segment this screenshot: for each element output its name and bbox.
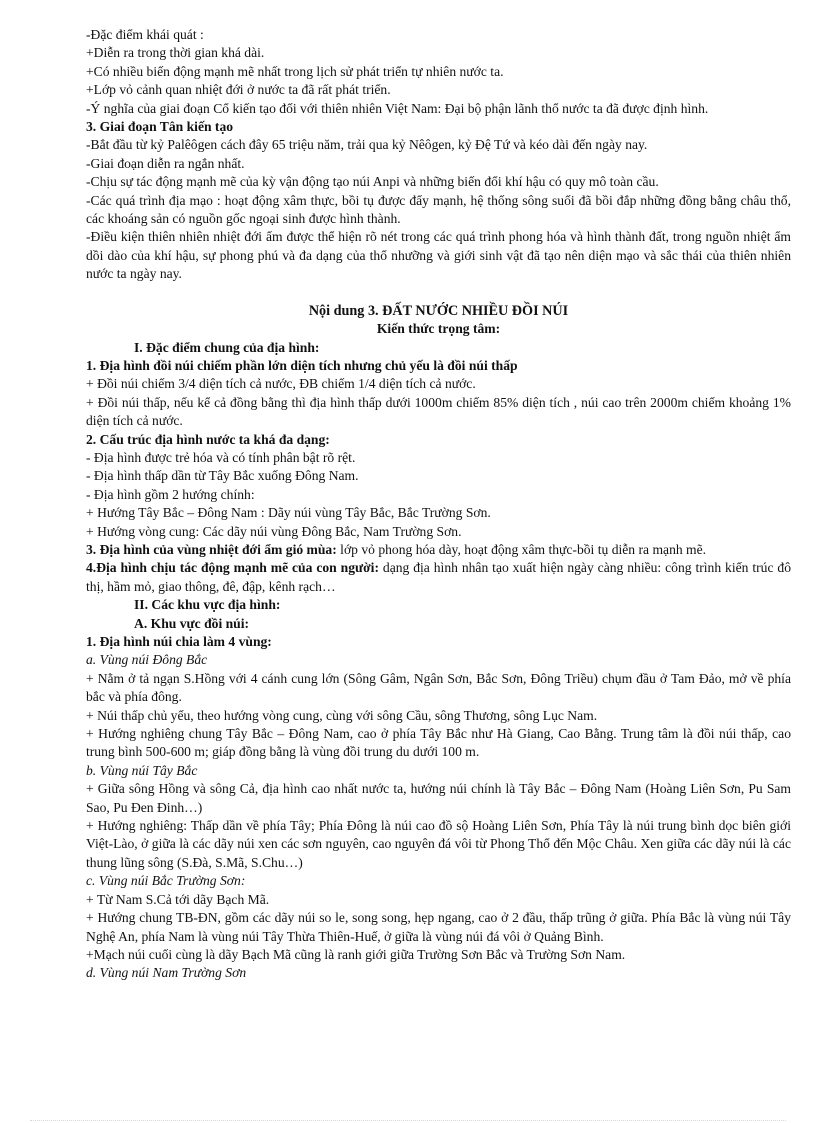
text-line: -Các quá trình địa mạo : hoạt động xâm thực, bồi tụ được đẩy mạnh, hệ thống sông suối đã bồi đắp những đồng bằng châu thổ, các khoáng sản có nguồn gốc ngoại sinh được hình thành. [86, 192, 791, 227]
text-line: -Giai đoạn diễn ra ngắn nhất. [86, 155, 245, 171]
page-title: Nội dung 3. ĐẤT NƯỚC NHIỀU ĐỒI NÚI [308, 302, 569, 319]
part-heading: I. Đặc điểm chung của địa hình: [134, 339, 320, 355]
inline-text: lớp vỏ phong hóa dày, hoạt động xâm thực-bồi tụ diễn ra mạnh mẽ. [336, 541, 707, 557]
section-heading: 3. Giai đoạn Tân kiến tạo [86, 119, 234, 135]
inline-text: dạng địa hình nhân tạo xuất hiện ngày càng nhiều: công trình kiến trúc đô thị, hầm mỏ, giao thông, đê, đập, kênh rạch… [86, 560, 791, 594]
section-heading: 1. Địa hình đồi núi chiếm phần lớn diện tích nhưng chủ yếu là đồi núi thấp [86, 357, 518, 373]
text-line: + Nằm ở tả ngạn S.Hồng với 4 cánh cung lớn (Sông Gâm, Ngân Sơn, Bắc Sơn, Đông Triều) chụm đầu ở Tam Đảo, mở về phía bắc và phía đông. [86, 670, 791, 705]
text-line: + Hướng chung TB-ĐN, gồm các dãy núi so le, song song, hẹp ngang, cao ở 2 đầu, thấp trũng ở giữa. Phía Bắc là vùng núi Tây Nghệ An, phía Nam là vùng núi Tây Thừa Thiên-Huế, ở giữa là vùng núi đá vôi ở Quảng Bình. [86, 910, 791, 944]
region-heading: a. Vùng núi Đông Bắc [86, 652, 208, 668]
inline-heading: 3. Địa hình của vùng nhiệt đới ẩm gió mùa: [86, 541, 337, 557]
region-heading: d. Vùng núi Nam Trường Sơn [86, 965, 247, 981]
inline-heading: 4.Địa hình chịu tác động mạnh mẽ của con người: [86, 560, 379, 576]
section-overview [86, 26, 791, 118]
paragraph [86, 559, 791, 596]
text-line: + Hướng Tây Bắc – Đông Nam : Dãy núi vùng Tây Bắc, Bắc Trường Sơn. [86, 505, 491, 521]
text-line: + Từ Nam S.Cả tới dãy Bạch Mã. [86, 891, 270, 907]
page-bottom-rule [30, 1120, 786, 1121]
text-line: -Điều kiện thiên nhiên nhiệt đới ẩm được thể hiện rõ nét trong các quá trình phong hóa và hình thành đất, trong nguồn nhiệt ẩm dồi dào của khí hậu, sự phong phú và đa dạng của thổ nhưỡng và giới sinh vật đã tạo nên diện mạo và sắc thái của thiên nhiên nước ta ngày nay. [86, 229, 791, 282]
text-line: + Núi thấp chủ yếu, theo hướng vòng cung, cùng với sông Cầu, sông Thương, sông Lục Nam. [86, 707, 598, 723]
text-line: + Đồi núi thấp, nếu kể cả đồng bằng thì địa hình thấp dưới 1000m chiếm 85% diện tích , núi cao trên 2000m chiếm khoảng 1% diện tích cả nước. [86, 394, 791, 429]
text-line: - Địa hình được trẻ hóa và có tính phân bật rõ rệt. [86, 449, 356, 465]
part-heading: A. Khu vực đồi núi: [134, 615, 250, 631]
subtitle: Kiến thức trọng tâm: [376, 321, 501, 337]
section-heading: 2. Cấu trúc địa hình nước ta khá đa dạng: [86, 431, 330, 447]
region-heading: b. Vùng núi Tây Bắc [86, 762, 198, 778]
text-line: - Địa hình thấp dần từ Tây Bắc xuống Đông Nam. [86, 468, 359, 484]
text-line: + Hướng nghiêng: Thấp dần về phía Tây; Phía Đông là núi cao đồ sộ Hoàng Liên Sơn, Phía Tây là núi trung bình dọc biên giới Việt-Lào, ở giữa là các dãy núi xen các sơn nguyên, cao nguyên đá vôi từ Phong Thổ đến Mộc Châu. Xen giữa các dãy núi là các thung lũng sông (S.Đà, S.Mã, S.Chu…) [86, 818, 791, 870]
text-line: + Hướng nghiêng chung Tây Bắc – Đông Nam, cao ở phía Tây Bắc như Hà Giang, Cao Bằng. Trung tâm là đồi núi thấp, cao trung bình 500-600 m; giáp đồng bằng là vùng đồi trung du dưới 100 m. [86, 726, 791, 760]
text-line: -Đặc điểm khái quát : [86, 27, 204, 42]
text-line: -Chịu sự tác động mạnh mẽ của kỳ vận động tạo núi Anpi và những biến đổi khí hậu có quy mô toàn cầu. [86, 174, 659, 190]
text-line: + Hướng vòng cung: Các dãy núi vùng Đông Bắc, Nam Trường Sơn. [86, 523, 462, 539]
part-heading: II. Các khu vực địa hình: [134, 597, 281, 613]
section-stage-3 [86, 118, 791, 284]
section-heading: 1. Địa hình núi chia làm 4 vùng: [86, 634, 272, 649]
text-line: -Ý nghĩa của giai đoạn Cổ kiến tạo đối với thiên nhiên Việt Nam: Đại bộ phận lãnh thổ nước ta đã được định hình. [86, 100, 709, 116]
section-content-3 [86, 302, 791, 983]
text-line: - Địa hình gồm 2 hướng chính: [86, 486, 255, 502]
text-line: + Đồi núi chiếm 3/4 diện tích cả nước, ĐB chiếm 1/4 diện tích cả nước. [86, 376, 476, 392]
spacer [86, 284, 791, 302]
text-line: +Mạch núi cuối cùng là dãy Bạch Mã cũng là ranh giới giữa Trường Sơn Bắc và Trường Sơn Nam. [86, 946, 626, 962]
text-line: -Bắt đầu từ kỷ Palêôgen cách đây 65 triệu năm, trải qua kỷ Nêôgen, kỷ Đệ Tứ và kéo dài đến ngày nay. [86, 137, 648, 153]
text-line: +Lớp vỏ cảnh quan nhiệt đới ở nước ta đã rất phát triển. [86, 82, 391, 98]
text-line: +Diễn ra trong thời gian khá dài. [86, 45, 265, 61]
document-page [86, 26, 791, 983]
paragraph [86, 541, 791, 559]
text-line: +Có nhiều biến động mạnh mẽ nhất trong lịch sử phát triển tự nhiên nước ta. [86, 63, 504, 79]
region-heading: c. Vùng núi Bắc Trường Sơn: [86, 873, 246, 889]
text-line: + Giữa sông Hồng và sông Cả, địa hình cao nhất nước ta, hướng núi chính là Tây Bắc – Đông Nam (Hoàng Liên Sơn, Pu Sam Sao, Pu Đen Đinh…) [86, 781, 791, 815]
